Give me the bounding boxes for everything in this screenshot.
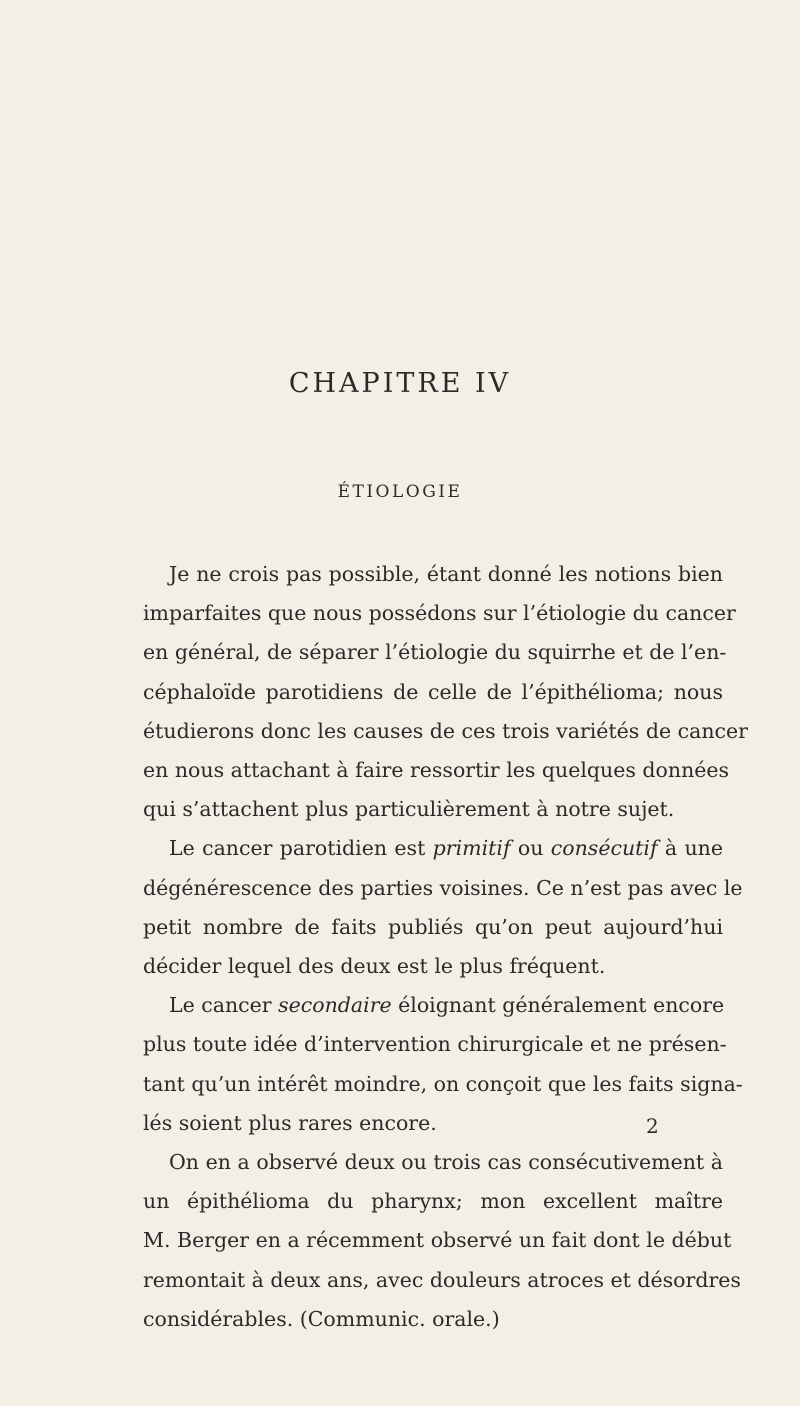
text-line: imparfaites que nous possédons sur l’étiologie du cancer	[143, 601, 736, 626]
text-line: lés soient plus rares encore.	[143, 1110, 437, 1135]
text-line: un épithélioma du pharynx; mon excellent maître	[143, 1189, 723, 1214]
chapter-title: CHAPITRE IV	[288, 368, 512, 399]
text-run: à une	[657, 836, 723, 861]
text-line: remontait à deux ans, avec douleurs atroces et désordres	[143, 1267, 741, 1292]
paragraph-3	[143, 986, 743, 1143]
section-title: ÉTIOLOGIE	[337, 482, 463, 502]
text-line	[143, 829, 723, 868]
text-line: On en a observé deux ou trois cas consécutivement à	[169, 1150, 723, 1175]
text-line: considérables. (Communic. orale.)	[143, 1306, 500, 1331]
italic-term-consecutif: consécutif	[550, 836, 658, 861]
text-run: éloignant généralement encore	[391, 993, 725, 1018]
text-line: décider lequel des deux est le plus fréquent.	[143, 954, 606, 979]
body-text	[143, 555, 748, 1339]
text-line: Je ne crois pas possible, étant donné les notions bien	[169, 562, 723, 586]
page-number: 2	[646, 1114, 659, 1138]
italic-term-primitif: primitif	[432, 836, 511, 861]
text-line: tant qu’un intérêt moindre, on conçoit que les faits signa-	[143, 1071, 743, 1096]
text-line	[143, 986, 723, 1025]
text-line: étudierons donc les causes de ces trois variétés de cancer	[143, 718, 748, 743]
text-line: qui s’attachent plus particulièrement à notre sujet.	[143, 797, 675, 822]
paragraph-2	[143, 829, 743, 986]
text-line: plus toute idée d’intervention chirurgicale et ne présen-	[143, 1032, 727, 1057]
text-run: ou	[510, 836, 551, 861]
text-run: Le cancer	[169, 993, 279, 1018]
text-line: céphaloïde parotidiens de celle de l’épithélioma; nous	[143, 679, 723, 704]
text-line: en nous attachant à faire ressortir les quelques données	[143, 758, 730, 783]
text-run: Le cancer parotidien est	[169, 836, 433, 861]
paragraph-1	[143, 555, 748, 829]
text-line: M. Berger en a récemment observé un fait dont le début	[143, 1228, 732, 1253]
text-line: en général, de séparer l’étiologie du squirrhe et de l’en-	[143, 640, 727, 665]
paragraph-4	[143, 1143, 741, 1339]
italic-term-secondaire: secondaire	[278, 993, 392, 1018]
text-line: dégénérescence des parties voisines. Ce n’est pas avec le	[143, 875, 743, 900]
text-line: petit nombre de faits publiés qu’on peut aujourd’hui	[143, 914, 723, 939]
